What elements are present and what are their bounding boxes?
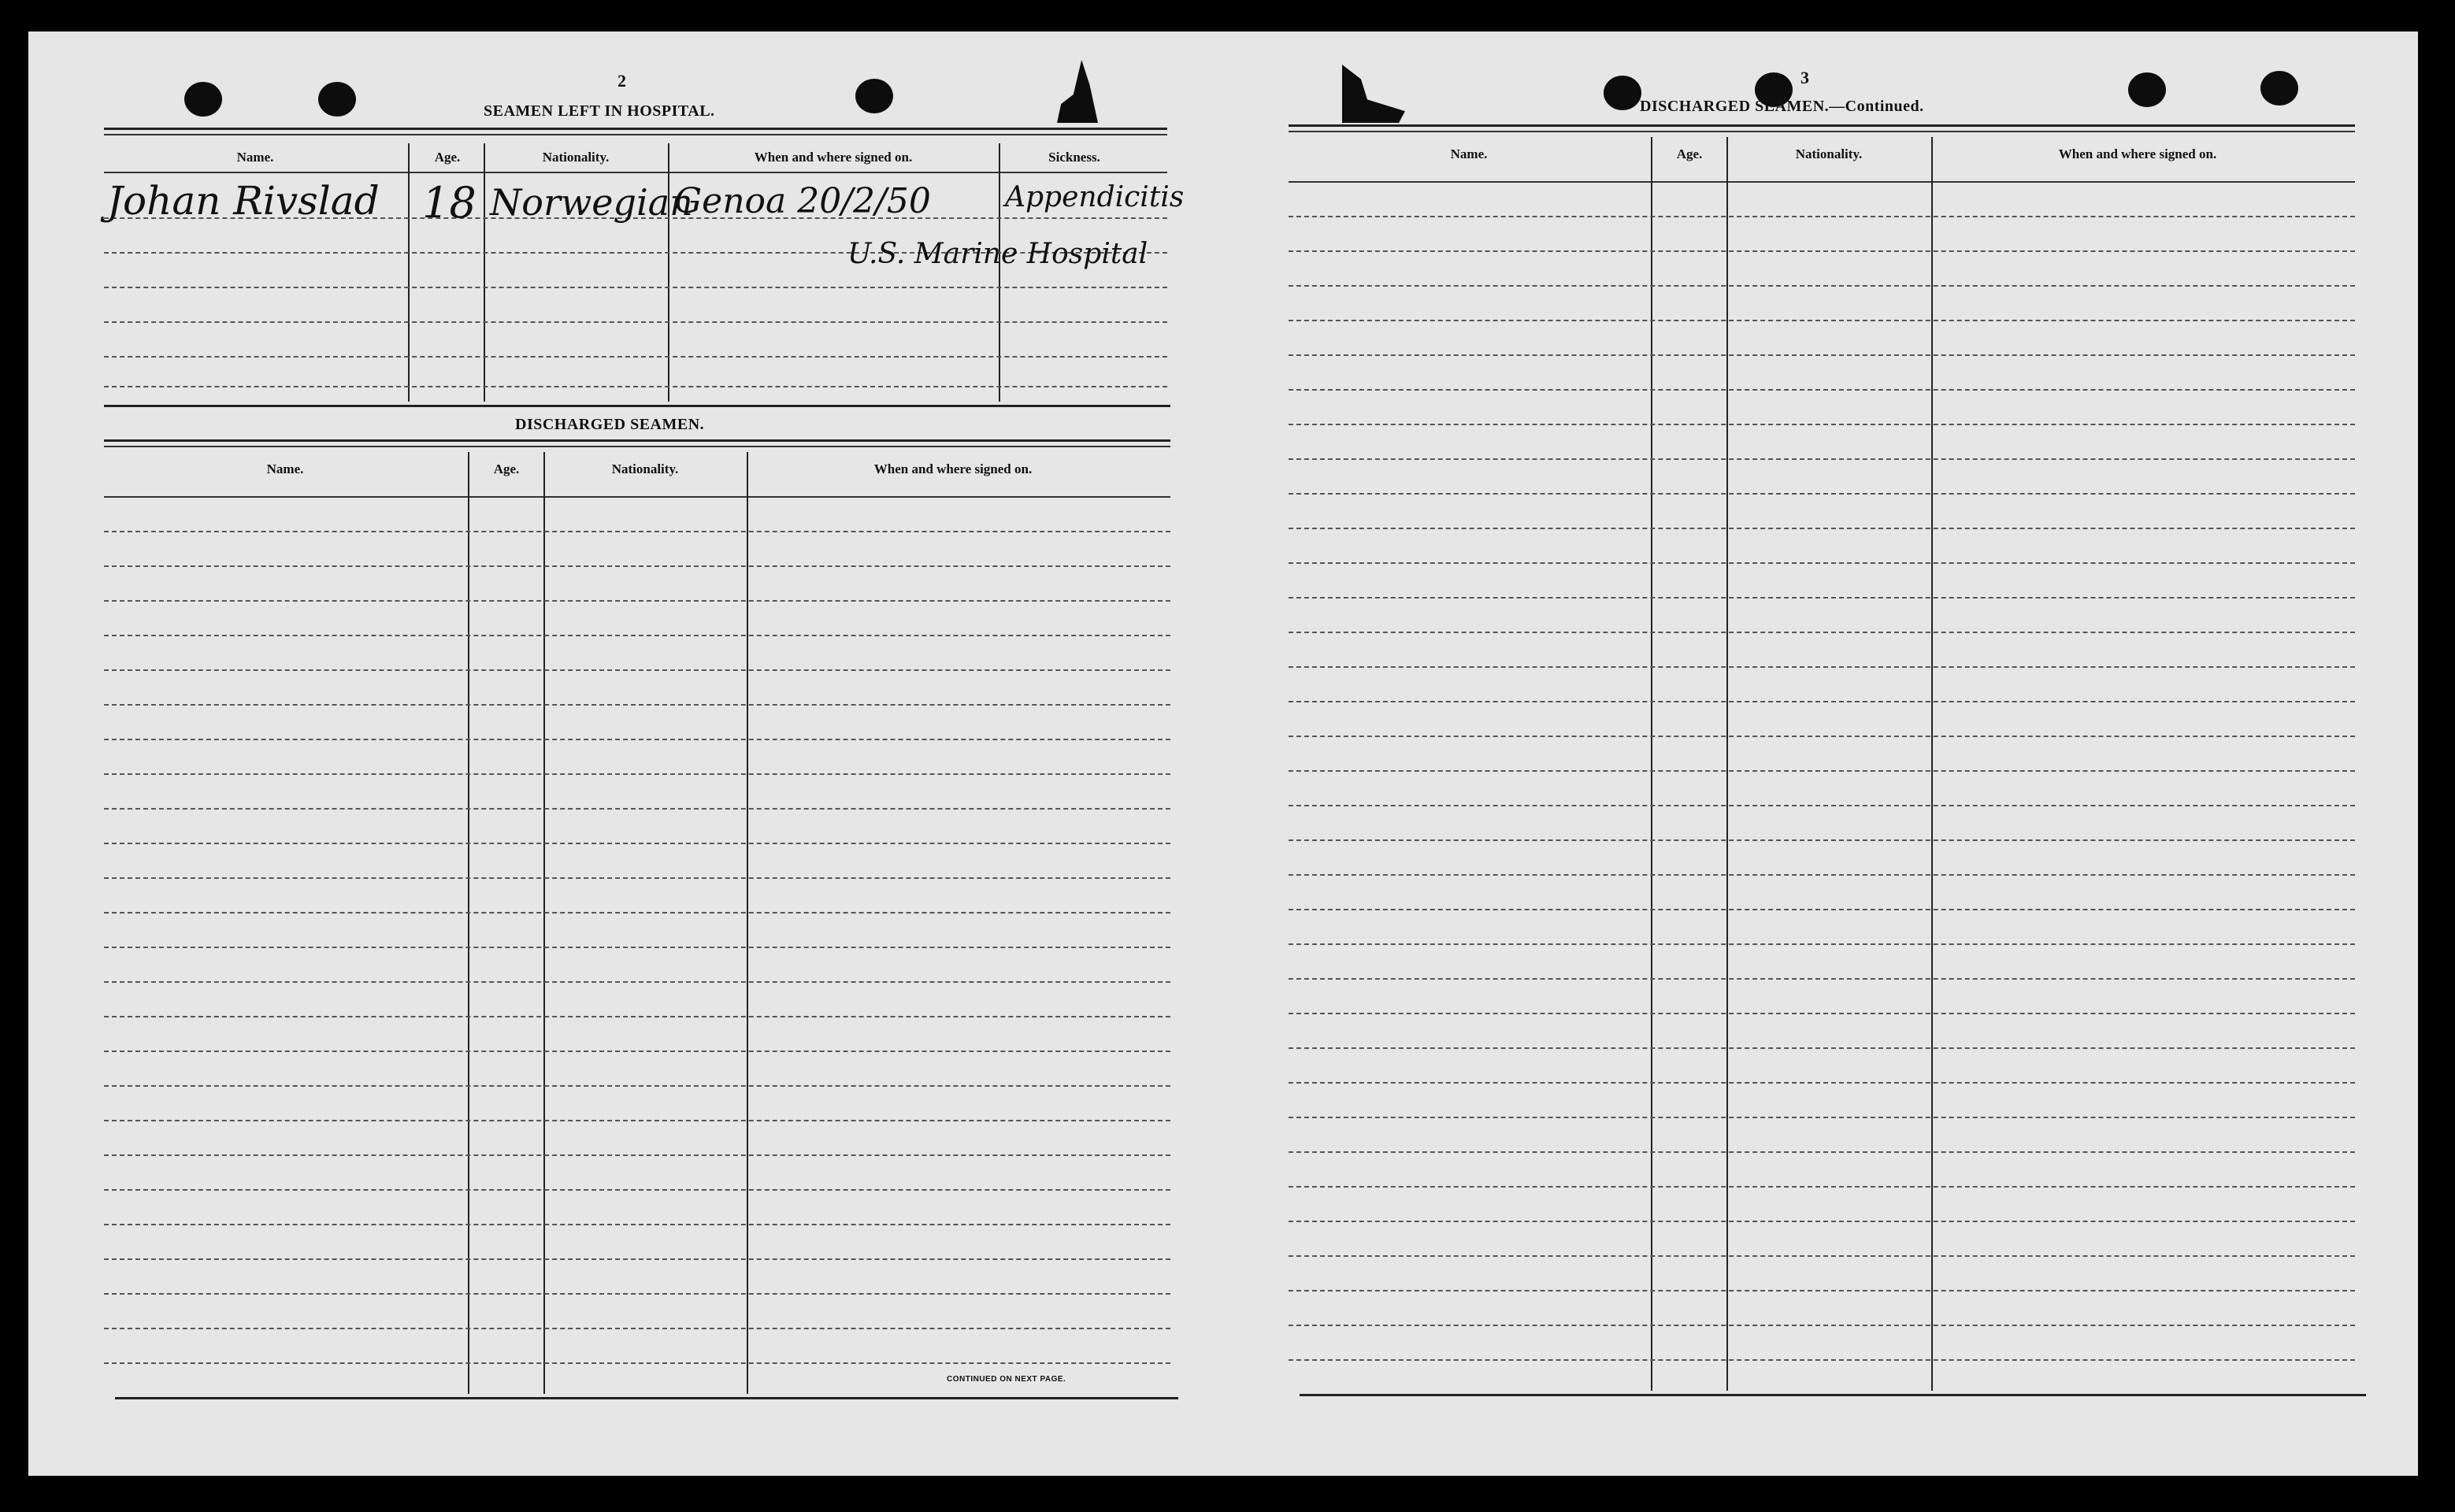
entry-line	[1289, 250, 2355, 252]
column-divider	[484, 143, 485, 402]
entry-line	[104, 704, 1170, 706]
entry-line	[104, 1224, 1170, 1225]
column-divider	[1931, 137, 1933, 1391]
column-divider	[408, 143, 410, 402]
column-header-name: Name.	[266, 461, 304, 476]
entry-line	[104, 287, 1167, 288]
discharged-section-title: DISCHARGED SEAMEN.	[515, 416, 705, 433]
discharged-continued-title: DISCHARGED SEAMEN.—Continued.	[1640, 98, 1924, 115]
entry-line	[104, 1362, 1170, 1364]
entry-line	[104, 321, 1167, 323]
page-number: 2	[617, 71, 626, 91]
column-divider	[999, 143, 1000, 402]
column-header-sickness: Sickness.	[1048, 150, 1100, 165]
entry-line	[1289, 562, 2355, 564]
handwritten-hospital: U.S. Marine Hospital	[847, 238, 1148, 270]
entry-line	[1289, 424, 2355, 425]
column-header-name: Name.	[236, 150, 274, 165]
document-page-spread	[28, 32, 2418, 1476]
entry-line	[104, 356, 1167, 358]
column-header-age: Age.	[1676, 146, 1703, 161]
hospital-section-title: SEAMEN LEFT IN HOSPITAL.	[484, 102, 715, 120]
entry-line	[1289, 320, 2355, 321]
entry-line	[104, 1051, 1170, 1052]
column-header-nationality: Nationality.	[542, 150, 610, 165]
column-header-signed-on: When and where signed on.	[2058, 146, 2217, 161]
torn-edge	[1057, 60, 1098, 123]
torn-edge	[1342, 65, 1405, 123]
entry-line	[104, 635, 1170, 636]
column-header-signed-on: When and where signed on.	[873, 461, 1033, 476]
entry-line	[104, 739, 1170, 740]
entry-line	[104, 1120, 1170, 1121]
entry-line	[1289, 736, 2355, 737]
entry-line	[104, 877, 1170, 879]
column-divider	[543, 452, 545, 1394]
entry-line	[104, 981, 1170, 983]
entry-line	[104, 531, 1170, 532]
entry-line	[1289, 354, 2355, 356]
entry-line	[1289, 943, 2355, 945]
handwritten-signed-on: Genoa 20/2/50	[674, 181, 931, 221]
header-rule	[1289, 181, 2355, 183]
rule	[104, 405, 1170, 407]
entry-line	[1289, 1221, 2355, 1222]
column-header-age: Age.	[493, 461, 520, 476]
handwritten-name: Johan Rivslad	[107, 178, 380, 224]
binder-hole	[318, 82, 356, 117]
page-number: 3	[1800, 68, 1809, 87]
entry-line	[1289, 216, 2355, 217]
entry-line	[1289, 285, 2355, 287]
entry-line	[104, 600, 1170, 602]
rule	[104, 446, 1170, 447]
entry-line	[1289, 701, 2355, 702]
entry-line	[1289, 770, 2355, 772]
entry-line	[1289, 458, 2355, 460]
entry-line	[1289, 1047, 2355, 1049]
column-header-nationality: Nationality.	[611, 461, 679, 476]
entry-line	[104, 808, 1170, 810]
column-divider	[468, 452, 469, 1394]
entry-line	[1289, 978, 2355, 980]
entry-line	[1289, 1117, 2355, 1118]
binder-hole	[2128, 72, 2166, 107]
binder-hole	[184, 82, 222, 117]
entry-line	[1289, 666, 2355, 668]
column-header-nationality: Nationality.	[1795, 146, 1863, 161]
header-rule	[104, 172, 1167, 173]
entry-line	[1289, 1325, 2355, 1326]
entry-line	[1289, 909, 2355, 910]
column-divider	[747, 452, 748, 1394]
binder-hole	[2260, 71, 2298, 106]
entry-line	[1289, 805, 2355, 806]
entry-line	[104, 843, 1170, 844]
column-divider	[1726, 137, 1728, 1391]
entry-line	[1289, 528, 2355, 529]
entry-line	[104, 947, 1170, 948]
entry-line	[104, 1293, 1170, 1295]
entry-line	[104, 912, 1170, 914]
entry-line	[1289, 1359, 2355, 1361]
entry-line	[104, 1189, 1170, 1191]
rule	[104, 439, 1170, 442]
rule	[1289, 131, 2355, 132]
rule	[1300, 1394, 2366, 1396]
entry-line	[1289, 1013, 2355, 1014]
entry-line	[1289, 874, 2355, 876]
entry-line	[104, 386, 1167, 387]
column-header-name: Name.	[1450, 146, 1488, 161]
rule	[115, 1397, 1178, 1399]
header-rule	[104, 496, 1170, 498]
handwritten-sickness: Appendicitis	[1005, 181, 1185, 213]
binder-hole	[1604, 76, 1641, 110]
entry-line	[1289, 1151, 2355, 1153]
entry-line	[1289, 839, 2355, 841]
entry-line	[104, 565, 1170, 567]
entry-line	[1289, 389, 2355, 391]
rule	[1289, 124, 2355, 127]
entry-line	[1289, 1186, 2355, 1188]
binder-hole	[855, 79, 893, 113]
column-divider	[1651, 137, 1652, 1391]
entry-line	[104, 1328, 1170, 1329]
rule	[104, 128, 1167, 130]
handwritten-age: 18	[422, 178, 477, 228]
entry-line	[1289, 1082, 2355, 1084]
rule	[104, 134, 1167, 135]
entry-line	[104, 1016, 1170, 1017]
entry-line	[104, 1154, 1170, 1156]
entry-line	[104, 669, 1170, 671]
entry-line	[1289, 493, 2355, 495]
entry-line	[104, 773, 1170, 775]
entry-line	[1289, 1290, 2355, 1292]
continued-footer: CONTINUED ON NEXT PAGE.	[947, 1375, 1066, 1384]
entry-line	[1289, 632, 2355, 633]
column-header-signed-on: When and where signed on.	[754, 150, 913, 165]
entry-line	[104, 1258, 1170, 1260]
entry-line	[1289, 1255, 2355, 1257]
entry-line	[1289, 597, 2355, 598]
entry-line	[104, 1085, 1170, 1087]
column-header-age: Age.	[434, 150, 461, 165]
handwritten-nationality: Norwegian	[490, 181, 693, 224]
